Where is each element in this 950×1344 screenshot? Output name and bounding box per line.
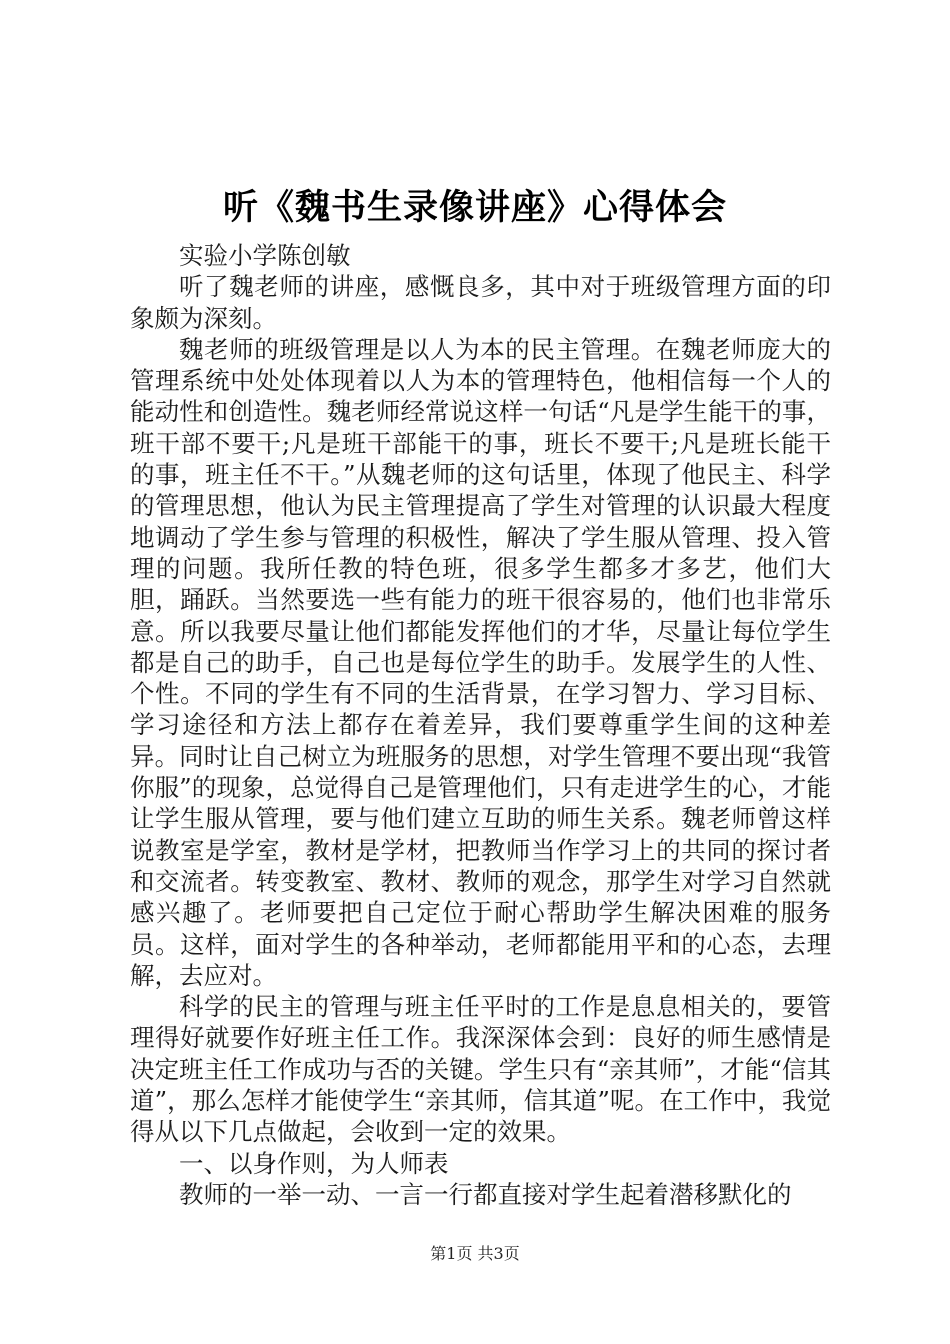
document-title: 听《魏书生录像讲座》心得体会 (222, 187, 727, 228)
paragraph: 教师的一举一动、一言一行都直接对学生起着潜移默化的 (179, 1179, 792, 1209)
paragraph: 科学的民主的管理与班主任平时的工作是息息相关的，要管理得好就要作好班主任工作。我深深体会到：良好的师生感情是决定班主任工作成功与否的关键。学生只有“亲其师”，才能“信其道”，那么怎样才能使学生“亲其师，信其道”呢。在工作中，我觉得从以下几点做起，会收到一定的效果。 (130, 992, 831, 1147)
paragraph: 魏老师的班级管理是以人为本的民主管理。在魏老师庞大的管理系统中处处体现着以人为本的管理特色，他相信每一个人的能动性和创造性。魏老师经常说这样一句话“凡是学生能干的事，班干部不要干;凡是班干部能干的事，班长不要干;凡是班长能干的事，班主任不干。”从魏老师的这句话里，体现了他民主、科学的管理思想，他认为民主管理提高了学生对管理的认识最大程度地调动了学生参与管理的积极性，解决了学生服从管理、投入管理的问题。我所任教的特色班，很多学生都多才多艺，他们大胆，踊跃。当然要选一些有能力的班干很容易的，他们也非常乐意。所以我要尽量让他们都能发挥他们的才华，尽量让每位学生都是自己的助手，自己也是每位学生的助手。发展学生的人性、个性。不同的学生有不同的生活背景，在学习智力、学习目标、学习途径和方法上都存在着差异，我们要尊重学生间的这种差异。同时让自己树立为班服务的思想，对学生管理不要出现“我管你服”的现象，总觉得自己是管理他们，只有走进学生的心，才能让学生服从管理，要与他们建立互助的师生关系。魏老师曾这样说教室是学室，教材是学材，把教师当作学习上的共同的探讨者和交流者。转变教室、教材、教师的观念，那学生对学习自然就感兴趣了。老师要把自己定位于耐心帮助学生解决困难的服务员。这样，面对学生的各种举动，老师都能用平和的心态，去理解，去应对。 (130, 334, 831, 990)
section-heading: 一、以身作则，为人师表 (179, 1148, 449, 1178)
paragraph: 听了魏老师的讲座，感慨良多，其中对于班级管理方面的印象颇为深刻。 (130, 272, 831, 333)
page-footer: 第1页 共3页 (430, 1244, 520, 1263)
document-body (130, 240, 831, 1210)
author-line: 实验小学陈创敏 (179, 241, 351, 270)
